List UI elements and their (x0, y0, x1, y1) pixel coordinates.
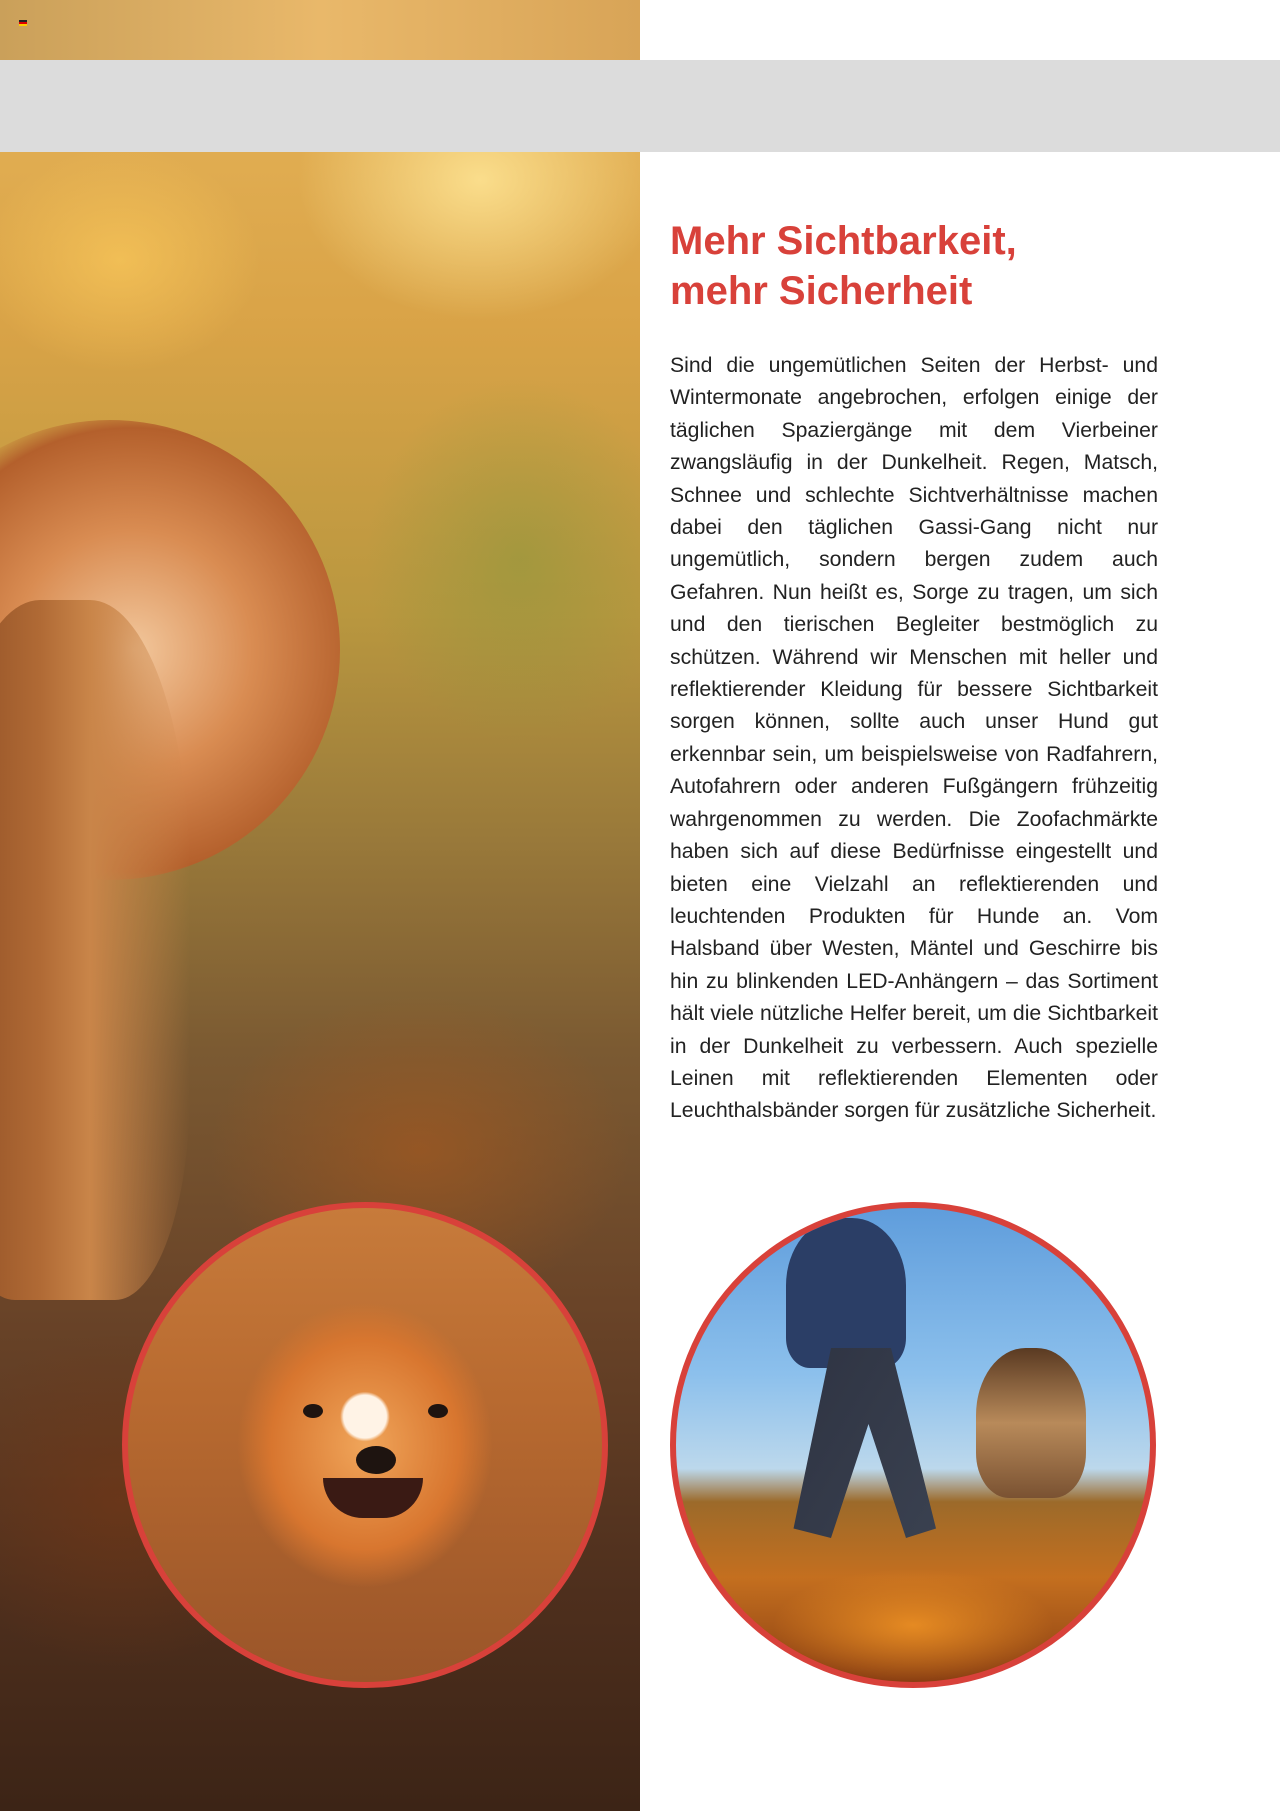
dog-leg (0, 600, 190, 1300)
dog-mouth (323, 1478, 423, 1518)
dog-eye-right (428, 1404, 448, 1418)
circle-photo-dog (122, 1202, 608, 1688)
article-body: Sind die ungemütlichen Seiten der Herbst- und Wintermonate angebrochen, erfolgen einige der täglichen Spaziergänge mit dem Vierbeiner zwangsläufig in der Dunkelheit. Regen, Matsch, Schnee und schlechte Sichtverhältnisse machen dabei den täglichen Gassi-Gang nicht nur ungemütlich, sondern bergen zudem auch Gefahren. Nun heißt es, Sorge zu tragen, um sich und den tierischen Begleiter bestmöglich zu schützen. Während wir Menschen mit heller und reflektierender Kleidung für bessere Sichtbarkeit sorgen können, sollte auch unser Hund gut erkennbar sein, um beispielsweise von Radfahrern, Autofahrern oder anderen Fußgängern frühzeitig wahrgenommen zu werden. Die Zoofachmärkte haben sich auf diese Bedürfnisse eingestellt und bieten eine Vielzahl an reflektierenden und leuchtenden Produkten für Hunde an. Vom Halsband über Westen, Mäntel und Geschirre bis hin zu blinkenden LED-Anhängern – das Sortiment hält viele nützliche Helfer bereit, um die Sichtbarkeit in der Dunkelheit zu verbessern. Auch spezielle Leinen mit reflektierenden Elementen oder Leuchthalsbänder sorgen für zusätzliche Sicherheit. (670, 354, 1158, 1123)
circle-photo-walk (670, 1202, 1156, 1688)
top-photo-strip (0, 0, 640, 60)
walking-dog (976, 1348, 1086, 1498)
article-headline (670, 216, 1190, 316)
headline-line-2: mehr Sicherheit (670, 269, 973, 313)
dog-nose (356, 1446, 396, 1474)
headline-line-1: Mehr Sichtbarkeit, (670, 219, 1017, 263)
walker-legs (786, 1348, 936, 1538)
flag-icon (19, 20, 27, 26)
dog-eye-left (303, 1404, 323, 1418)
header-band (0, 60, 1280, 152)
walker-jacket (786, 1218, 906, 1368)
